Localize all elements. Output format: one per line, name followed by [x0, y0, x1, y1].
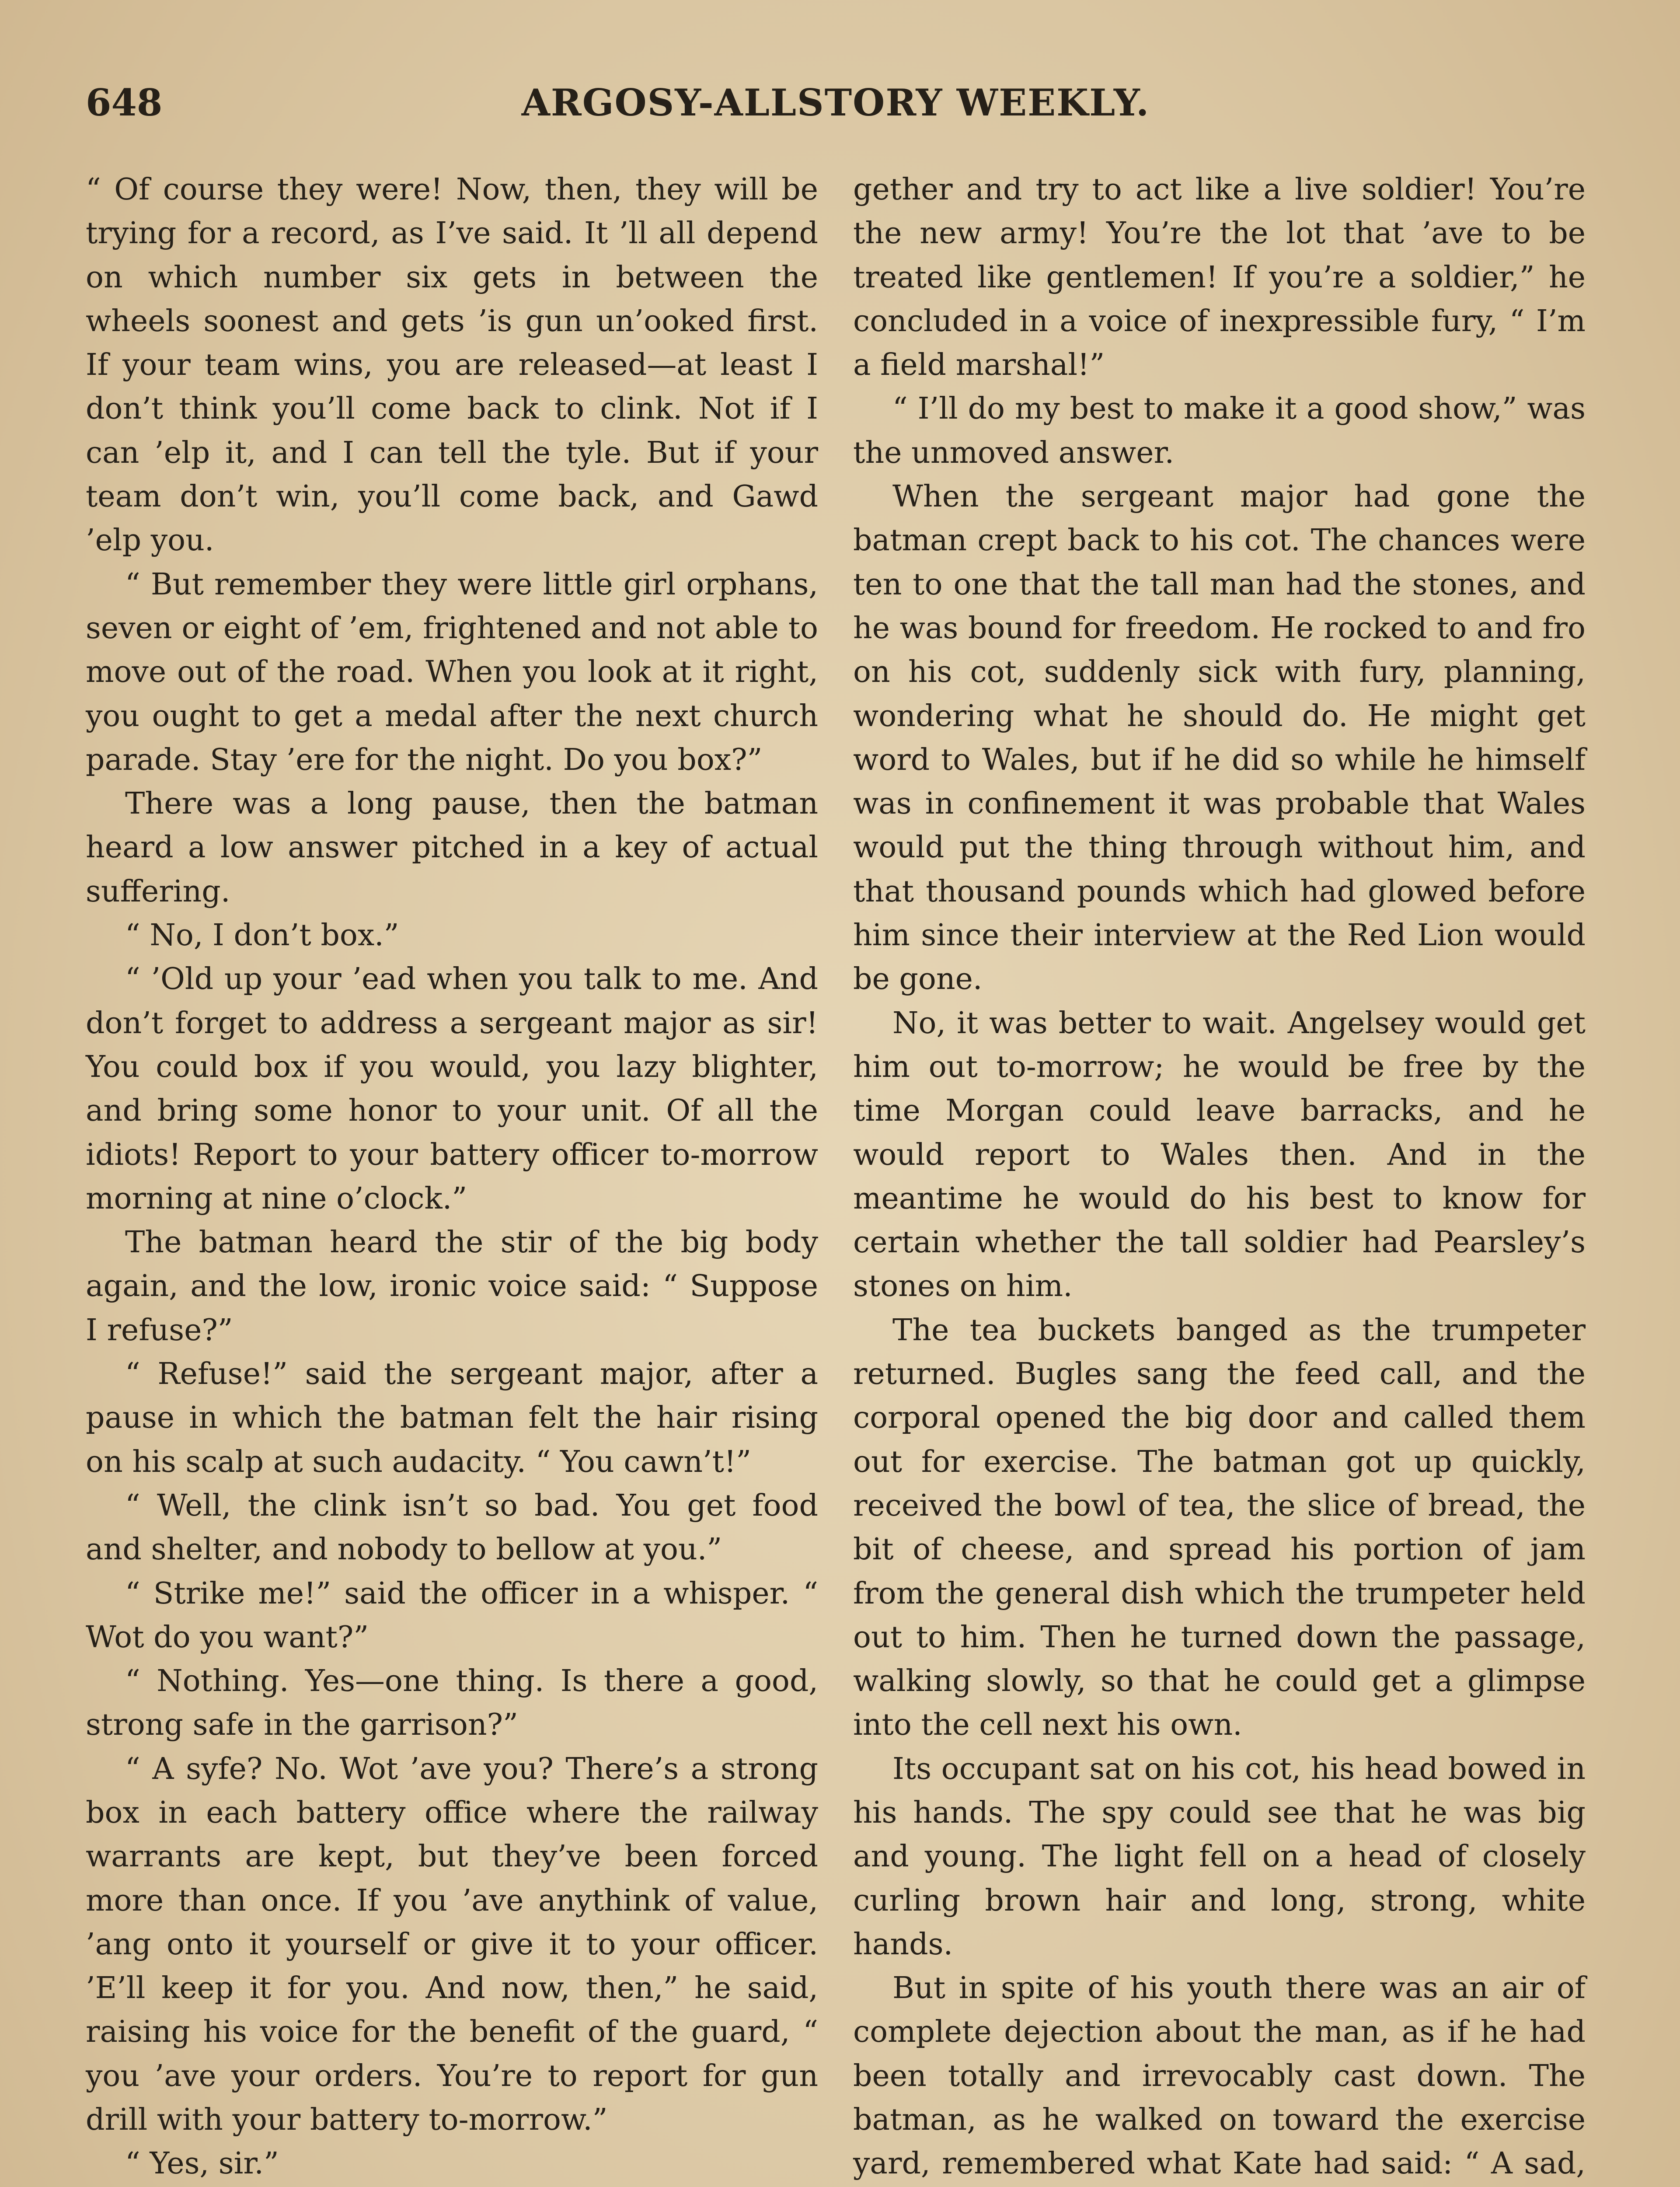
paragraph: gether and try to act like a live soldier! You’re the new army! You’re the lot that ’ave to be treated like gentlemen! If you’re a soldier,” he concluded in a voice of inexpressible fury, “ I’m a field marshal!” — [853, 172, 1586, 383]
paragraph: The batman heard the stir of the big body again, and the low, ironic voice said: “ Suppose I refuse?” — [86, 1225, 818, 1348]
paragraph: “ Well, the clink isn’t so bad. You get food and shelter, and nobody to bellow at you.” — [86, 1488, 818, 1567]
page-header — [86, 79, 1586, 136]
paragraph: “ But remember they were little girl orphans, seven or eight of ’em, frightened and not able to move out of the road. When you look at it right, you ought to get a medal after the next church parade. Stay ’ere for the night. Do you box?” — [86, 567, 818, 777]
paragraph: “ No, I don’t box.” — [125, 918, 399, 953]
paragraph: “ Refuse!” said the sergeant major, after a pause in which the batman felt the hair rising on his scalp at such audacity. “ You cawn’t!” — [86, 1357, 818, 1479]
paragraph: But in spite of his youth there was an air of complete dejection about the man, as if he had been totally and irrevocably cast down. The batman, as he walked on toward the exercise yard, remembered what Kate had said: “ A sad, — [853, 1971, 1586, 2181]
paragraph: “ Nothing. Yes—one thing. Is there a good, strong safe in the garrison?” — [86, 1664, 818, 1743]
running-head: ARGOSY-ALLSTORY WEEKLY. — [521, 81, 1150, 124]
left-column — [86, 168, 818, 2187]
paragraph: No, it was better to wait. Angelsey would get him out to-morrow; he would be free by the time Morgan could leave barracks, and he would report to Wales then. And in the meantime he would do his best to know for certain whether the tall soldier had Pearsley’s stones on him. — [853, 1006, 1586, 1304]
paragraph: When the sergeant major had gone the batman crept back to his cot. The chances were ten to one that the tall man had the stones, and he was bound for freedom. He rocked to and fro on his cot, suddenly sick with fury, planning, wondering what he should do. He might get word to Wales, but if he did so while he himself was in confinement it was probable that Wales would put the thing through without him, and that thousand pounds which had glowed before him since their interview at the Red Lion would be gone. — [853, 479, 1586, 997]
paragraph: “ I’ll do my best to make it a good show,” was the unmoved answer. — [853, 391, 1586, 470]
paragraph: “ ’Old up your ’ead when you talk to me. And don’t forget to address a sergeant major as sir! You could box if you would, you lazy blighter, and bring some honor to your unit. Of all the idiots! Report to your battery officer to-morrow morning at nine o’clock.” — [86, 962, 818, 1216]
paragraph: “ Yes, sir.” — [125, 2146, 279, 2181]
paragraph: “ A syfe? No. Wot ’ave you? There’s a strong box in each battery office where the railway warrants are kept, but they’ve been forced more than once. If you ’ave anythink of value, ’ang onto it yourself or give it to your officer. ’E’ll keep it for you. And now, then,” he said, raising his voice for the benefit of the guard, “ you ’ave your orders. You’re to report for gun drill with your battery to-morrow.” — [86, 1751, 818, 2138]
right-column — [853, 168, 1586, 2187]
paragraph: “ Strike me!” said the officer in a whisper. “ Wot do you want?” — [86, 1576, 818, 1655]
text-columns — [86, 168, 1586, 2187]
paragraph: The tea buckets banged as the trumpeter returned. Bugles sang the feed call, and the corporal opened the big door and called them out for exercise. The batman got up quickly, received the bowl of tea, the slice of bread, the bit of cheese, and spread his portion of jam from the general dish which the trumpeter held out to him. Then he turned down the passage, walking slowly, so that he could get a glimpse into the cell next his own. — [853, 1313, 1586, 1743]
page-number: 648 — [86, 81, 163, 124]
paragraph: “ Of course they were! Now, then, they will be trying for a record, as I’ve said. It ’ll all depend on which number six gets in between the wheels soonest and gets ’is gun un’ooked first. If your team wins, you are released—at least I don’t think you’ll come back to clink. Not if I can ’elp it, and I can tell the tyle. But if your team don’t win, you’ll come back, and Gawd ’elp you. — [86, 172, 818, 558]
paragraph: Its occupant sat on his cot, his head bowed in his hands. The spy could see that he was big and young. The light fell on a head of closely curling brown hair and long, strong, white hands. — [853, 1751, 1586, 1962]
paragraph: There was a long pause, then the batman heard a low answer pitched in a key of actual suffering. — [86, 786, 818, 909]
